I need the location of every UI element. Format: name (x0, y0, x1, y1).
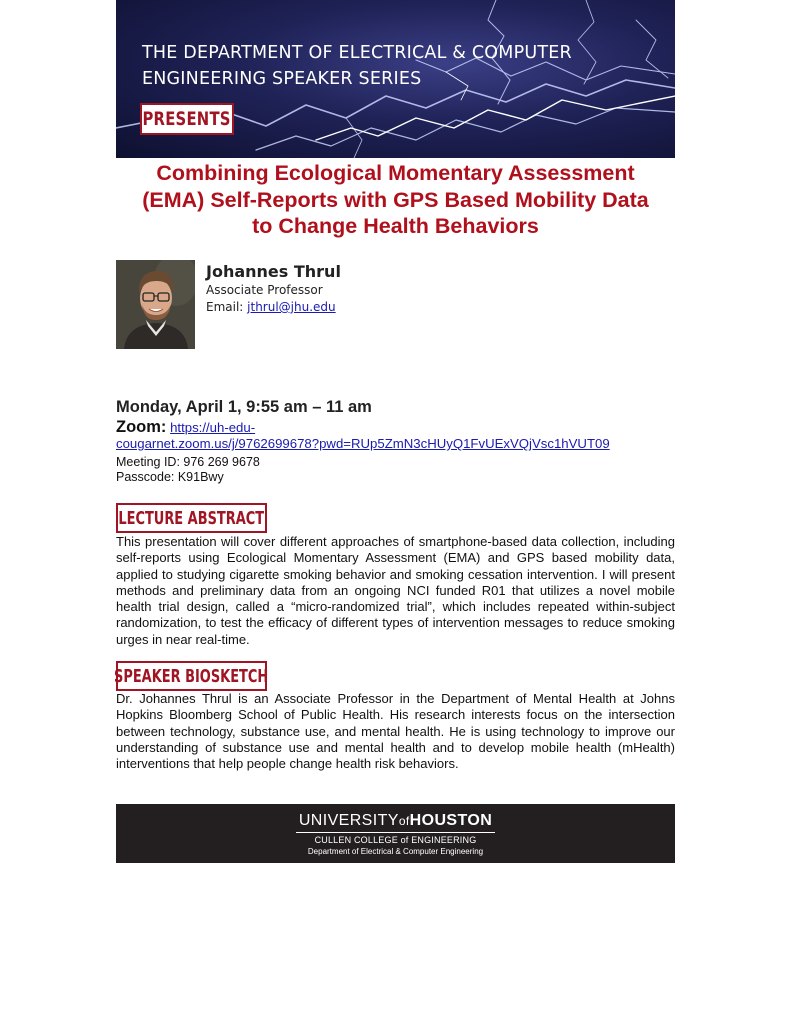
logo-divider (296, 832, 495, 833)
talk-title (116, 160, 675, 240)
passcode: Passcode: K91Bwy (116, 470, 224, 484)
speaker-biosketch-heading (116, 661, 267, 691)
talk-title-line-2: (EMA) Self-Reports with GPS Based Mobility Data (142, 187, 649, 212)
college-name: CULLEN COLLEGE of ENGINEERING (314, 835, 477, 845)
university-logo (116, 812, 675, 830)
lecture-abstract-heading (116, 503, 267, 533)
biosketch-text: Dr. Johannes Thrul is an Associate Professor in the Department of Mental Health at Johns Hopkins Bloomberg School of Public Health. His research interests focus on the intersection between technology, substance use, and mental health. He is using technology to improve our understanding of substance use and mental health and to develop mobile health (mHealth) interventions that help people change health risk behaviors. (116, 691, 675, 772)
talk-title-line-1: Combining Ecological Momentary Assessment (156, 161, 635, 185)
abstract-text: This presentation will cover different approaches of smartphone-based data collection, including self-reports using Ecological Momentary Assessment (EMA) and GPS based mobility data, applied to studying cigarette smoking behavior and smoking cessation intervention. I will present methods and preliminary data from an ongoing NCI funded R01 that utilizes a novel mobile health trial design, called a “micro-randomized trial”, which includes repeated within-subject randomization, to test the efficacy of different types of intervention messages to reduce smoking urges in near real-time. (116, 534, 675, 647)
logo-of: of (398, 814, 410, 828)
meeting-id: Meeting ID: 976 269 9678 (116, 455, 260, 469)
series-title (142, 40, 572, 92)
university-footer (116, 804, 675, 863)
zoom-label: Zoom: (116, 418, 167, 436)
header-banner (116, 0, 675, 158)
series-title-line-1: THE DEPARTMENT OF ELECTRICAL & COMPUTER (142, 43, 572, 63)
series-title-line-2: ENGINEERING SPEAKER SERIES (142, 69, 422, 89)
presents-label: PRESENTS (142, 108, 232, 130)
speaker-name: Johannes Thrul (206, 262, 341, 281)
speaker-portrait-illustration (116, 260, 195, 349)
zoom-link[interactable] (116, 420, 610, 451)
email-link[interactable]: jthrul@jhu.edu (247, 300, 336, 314)
logo-university: UNIVERSITY (298, 812, 399, 829)
zoom-url-part-1: https://uh-edu- (170, 420, 256, 435)
zoom-line (116, 419, 676, 452)
presents-badge (140, 103, 234, 135)
talk-title-line-3: to Change Health Behaviors (252, 214, 539, 238)
email-label: Email: (206, 300, 248, 314)
speaker-photo (116, 260, 195, 349)
speaker-email-line (206, 300, 336, 314)
zoom-url-part-2: cougarnet.zoom.us/j/9762699678?pwd=RUp5ZmN3cHUyQ1FvUExVQjVsc1hVUT09 (116, 436, 610, 451)
department-name: Department of Electrical & Computer Engineering (307, 847, 484, 856)
event-date-time: Monday, April 1, 9:55 am – 11 am (116, 398, 372, 416)
lecture-abstract-heading-label: LECTURE ABSTRACT (118, 507, 265, 529)
logo-houston: HOUSTON (409, 812, 493, 829)
speaker-role: Associate Professor (206, 283, 323, 297)
speaker-biosketch-heading-label: SPEAKER BIOSKETCH (114, 665, 269, 687)
